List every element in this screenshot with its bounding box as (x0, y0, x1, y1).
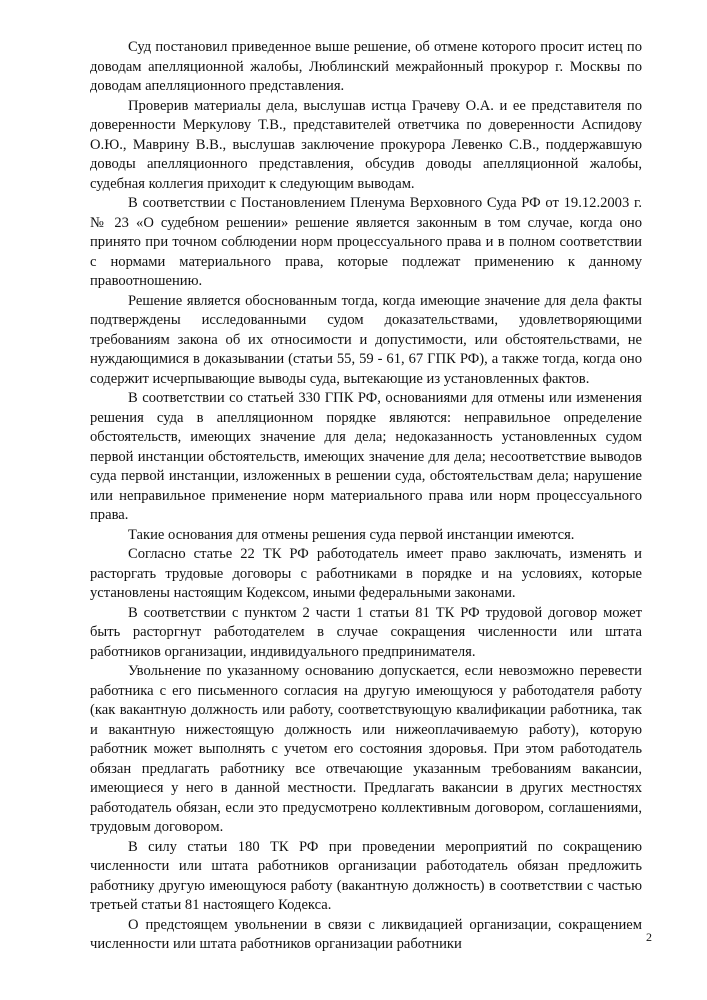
paragraph-1: Суд постановил приведенное выше решение, об отмене которого просит истец по доводам апелляционной жалобы, Люблинский межрайонный прокурор г. Москвы по доводам апелляционного представления. (90, 39, 642, 94)
paragraph-8: В соответствии с пунктом 2 части 1 статьи 81 ТК РФ трудовой договор может быть расторгнут работодателем в случае сокращения численности или штата работников организации, индивидуального предпринимателя. (90, 604, 642, 660)
document-body (90, 38, 642, 955)
paragraph-3: В соответствии с Постановлением Пленума Верховного Суда РФ от 19.12.2003 г. № 23 «О судебном решении» решение является законным в том случае, когда оно принято при точном соблюдении норм процессуального права и в полном соответствии с нормами материального права, которые подлежат применению к данному правоотношению. (90, 195, 642, 289)
paragraph-11: О предстоящем увольнении в связи с ликвидацией организации, сокращением численности или штата работников организации работники (90, 916, 642, 952)
paragraph-2: Проверив материалы дела, выслушав истца Грачеву О.А. и ее представителя по доверенности Меркулову Т.В., представителей ответчика по доверенности Аспидову О.Ю., Маврину В.В., выслушав заключение прокурора Левенко С.В., поддержавшую доводы апелляционного представления, обсудив доводы апелляционной жалобы, судебная коллегия приходит к следующим выводам. (90, 97, 642, 192)
paragraph-7: Согласно статье 22 ТК РФ работодатель имеет право заключать, изменять и расторгать трудовые договоры с работниками в порядке и на условиях, которые установлены настоящим Кодексом, иными федеральными законами. (90, 546, 642, 601)
paragraph-10: В силу статьи 180 ТК РФ при проведении мероприятий по сокращению численности или штата работников организации работодатель обязан предложить работнику другую имеющуюся работу (вакантную должность) в соответствии с частью третьей статьи 81 настоящего Кодекса. (90, 838, 642, 913)
paragraph-4: Решение является обоснованным тогда, когда имеющие значение для дела факты подтверждены исследованными судом доказательствами, удовлетворяющими требованиям закона об их относимости и допустимости, или обстоятельствами, не нуждающимися в доказывании (статьи 55, 59 - 61, 67 ГПК РФ), а также тогда, когда оно содержит исчерпывающие выводы суда, вытекающие из установленных фактов. (90, 292, 642, 387)
paragraph-9: Увольнение по указанному основанию допускается, если невозможно перевести работника с его письменного согласия на другую имеющуюся у работодателя работу (как вакантную должность или работу, соответствующую квалификации работника, так и вакантную нижестоящую должность или нижеоплачиваемую работу), которую работник может выполнять с учетом его состояния здоровья. При этом работодатель обязан предлагать работнику все отвечающие указанным требованиям вакансии, имеющиеся у него в данной местности. Предлагать вакансии в других местностях работодатель обязан, если это предусмотрено коллективным договором, соглашениями, трудовым договором. (90, 663, 642, 835)
page-number: 2 (646, 930, 652, 944)
paragraph-6: Такие основания для отмены решения суда первой инстанции имеются. (128, 526, 575, 543)
paragraph-5: В соответствии со статьей 330 ГПК РФ, основаниями для отмены или изменения решения суда в апелляционном порядке являются: неправильное определение обстоятельств, имеющих значение для дела; недоказанность установленных судом первой инстанции обстоятельств, имеющих значение для дела; несоответствие выводов суда первой инстанции, изложенных в решении суда, обстоятельствам дела; нарушение или неправильное применение норм материального права или норм процессуального права. (90, 390, 642, 523)
